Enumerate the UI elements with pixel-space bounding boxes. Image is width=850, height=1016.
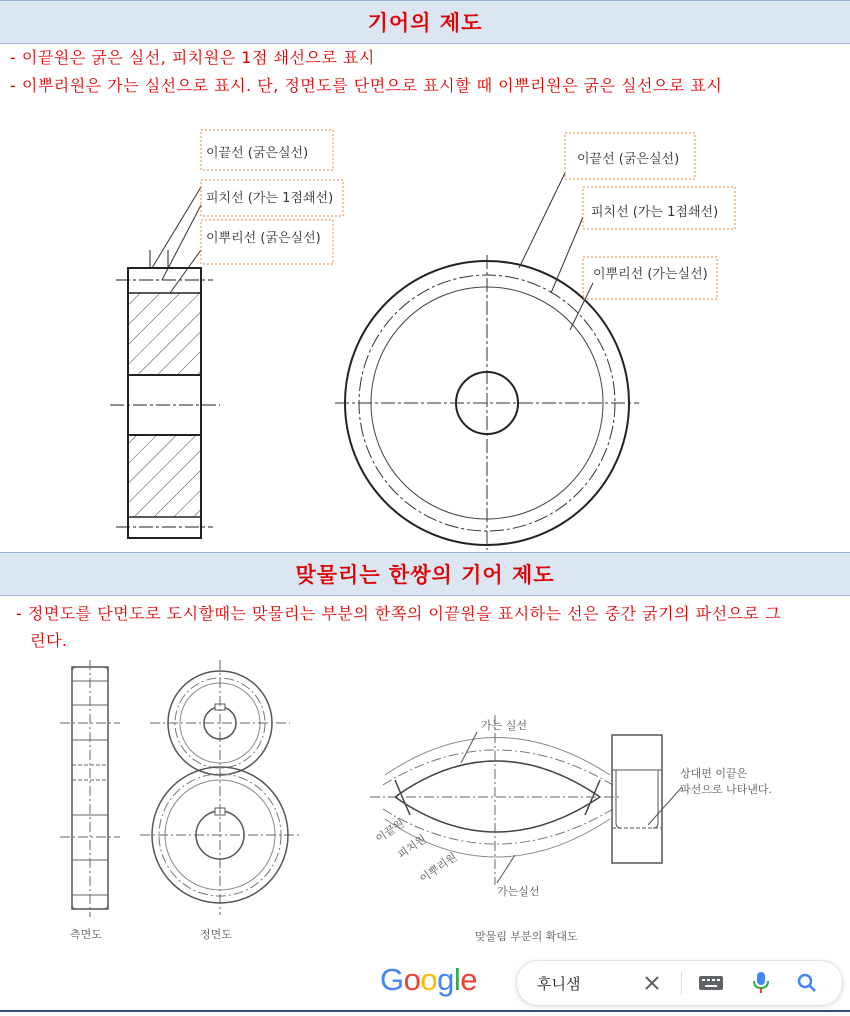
tooth-section-drawing xyxy=(600,735,810,870)
label-thin-line-top: 가는 실선 xyxy=(481,719,528,732)
meshing-gears-drawing xyxy=(40,655,310,950)
label-side-view: 측면도 xyxy=(70,928,102,941)
search-bar[interactable] xyxy=(516,960,843,1006)
section2-bullet-1: - 정면도를 단면도로 도시할때는 맞물리는 부분의 한쪽의 이끝원을 표시하는 선은 중간 굵기의 파선으로 그린다. xyxy=(16,604,781,650)
label-addendum-circle: 이끝원 xyxy=(373,816,407,846)
fig1-left-label-addendum: 이끝선 (굵은실선) xyxy=(206,146,309,161)
section2-title-bar xyxy=(0,552,850,596)
section1-bullet-2: - 이뿌리원은 가는 실선으로 표시. 단, 정면도를 단면으로 표시할 때 이뿌리원은 굵은 실선으로 표시 xyxy=(10,76,723,95)
fig1-left-label-root: 이뿌리선 (굵은실선) xyxy=(206,231,321,246)
section2-title: 맞물리는 한쌍의 기어 제도 xyxy=(295,563,555,587)
meshing-enlarged-drawing xyxy=(365,705,625,945)
clear-icon[interactable] xyxy=(643,974,661,992)
google-logo: Google xyxy=(380,962,478,997)
fig1-right-label-root: 이뿌리선 (가는실선) xyxy=(593,267,708,282)
label-thin-line-bottom: 가는실선 xyxy=(497,885,540,898)
section1-bullet-1: - 이끝원은 굵은 실선, 피치원은 1점 쇄선으로 표시 xyxy=(10,48,375,67)
label-root-circle: 이뿌리원 xyxy=(417,850,460,886)
microphone-icon[interactable] xyxy=(753,972,769,994)
gear-section-drawing xyxy=(110,125,360,550)
label-front-view: 정면도 xyxy=(200,928,232,941)
fig1-right-label-pitch: 피치선 (가는 1점쇄선) xyxy=(591,205,719,220)
search-query[interactable]: 후니샘 xyxy=(537,975,581,993)
keyboard-icon[interactable] xyxy=(699,976,723,990)
fig1-right-label-addendum: 이끝선 (굵은실선) xyxy=(577,152,680,167)
label-pitch-circle: 피치원 xyxy=(395,832,429,862)
section1-title-bar xyxy=(0,0,850,44)
divider xyxy=(681,971,682,995)
section1-title: 기어의 제도 xyxy=(367,11,483,35)
search-icon[interactable] xyxy=(797,973,817,993)
gear-front-drawing xyxy=(335,125,745,550)
label-note-line1: 상대편 이끝은 xyxy=(680,767,748,780)
bottom-rule xyxy=(0,1010,850,1012)
label-enlarged-view: 맞물림 부분의 확대도 xyxy=(475,930,578,943)
label-note-line2: 파선으로 나타낸다. xyxy=(680,783,773,796)
fig1-left-label-pitch: 피치선 (가는 1점쇄선) xyxy=(206,191,334,206)
